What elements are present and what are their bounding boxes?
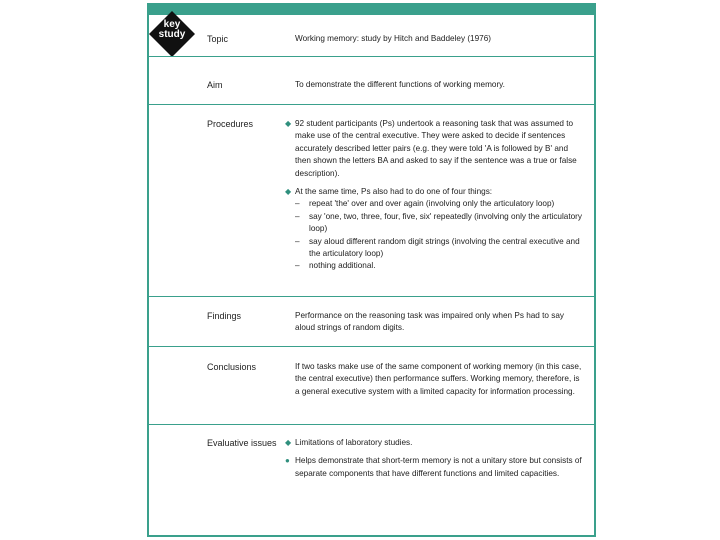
badge-line-1: key [163, 19, 181, 30]
diamond-bullet-icon: ◆ [285, 187, 292, 197]
list-item: – say 'one, two, three, four, five, six' repeatedly (involving only the articulatory loop) [295, 211, 582, 234]
procedures-bullet-2: ◆ At the same time, Ps also had to do one of four things: [295, 186, 585, 198]
diamond-bullet-icon: ◆ [285, 438, 292, 447]
procedures-bullet-1: ◆ 92 student participants (Ps) undertook a reasoning task that was assumed to make use of the central executive. They were asked to decide if sentences accurately described letter pairs (e.g. they were told 'A is followed by B' and then shown the letters BA and asked to say if the sentence was a true or false description). [285, 119, 577, 178]
list-item: – say aloud different random digit strings (involving the central executive and the articulatory loop) [295, 236, 580, 259]
key-study-page [147, 3, 596, 537]
row-label-topic: Topic [207, 34, 229, 44]
row-label-evaluative: Evaluative issues [207, 438, 277, 448]
row-findings [149, 297, 594, 347]
row-label-conclusions: Conclusions [207, 362, 257, 372]
list-item: – repeat 'the' over and over again (involving only the articulatory loop) [295, 199, 555, 209]
row-label-procedures: Procedures [207, 119, 254, 129]
evaluative-bullet-1: ◆ Limitations of laboratory studies. [295, 437, 585, 449]
conclusions-text: If two tasks make use of the same component of working memory (in this case, the central executive) then performance suffers. Working memory, therefore, is a general executive system with a limited capacity for information processing. [295, 362, 582, 396]
row-label-findings: Findings [207, 311, 242, 321]
row-label-aim: Aim [207, 80, 223, 90]
findings-text: Performance on the reasoning task was impaired only when Ps had to say aloud strings of random digits. [295, 311, 564, 333]
row-evaluative [149, 425, 594, 535]
aim-text: To demonstrate the different functions of working memory. [295, 80, 505, 89]
evaluative-bullet-2: ● Helps demonstrate that short-term memory is not a unitary store but consists of separate components that have different functions and limited capacities. [285, 456, 582, 478]
row-aim [149, 57, 594, 105]
row-procedures [149, 105, 594, 297]
row-conclusions [149, 347, 594, 425]
circle-bullet-icon: ● [285, 456, 290, 466]
row-topic [149, 15, 594, 57]
diamond-bullet-icon: ◆ [285, 119, 292, 128]
badge-line-2: study [158, 29, 186, 40]
list-item: – nothing additional. [295, 261, 376, 271]
topic-text: Working memory: study by Hitch and Baddeley (1976) [295, 34, 491, 43]
